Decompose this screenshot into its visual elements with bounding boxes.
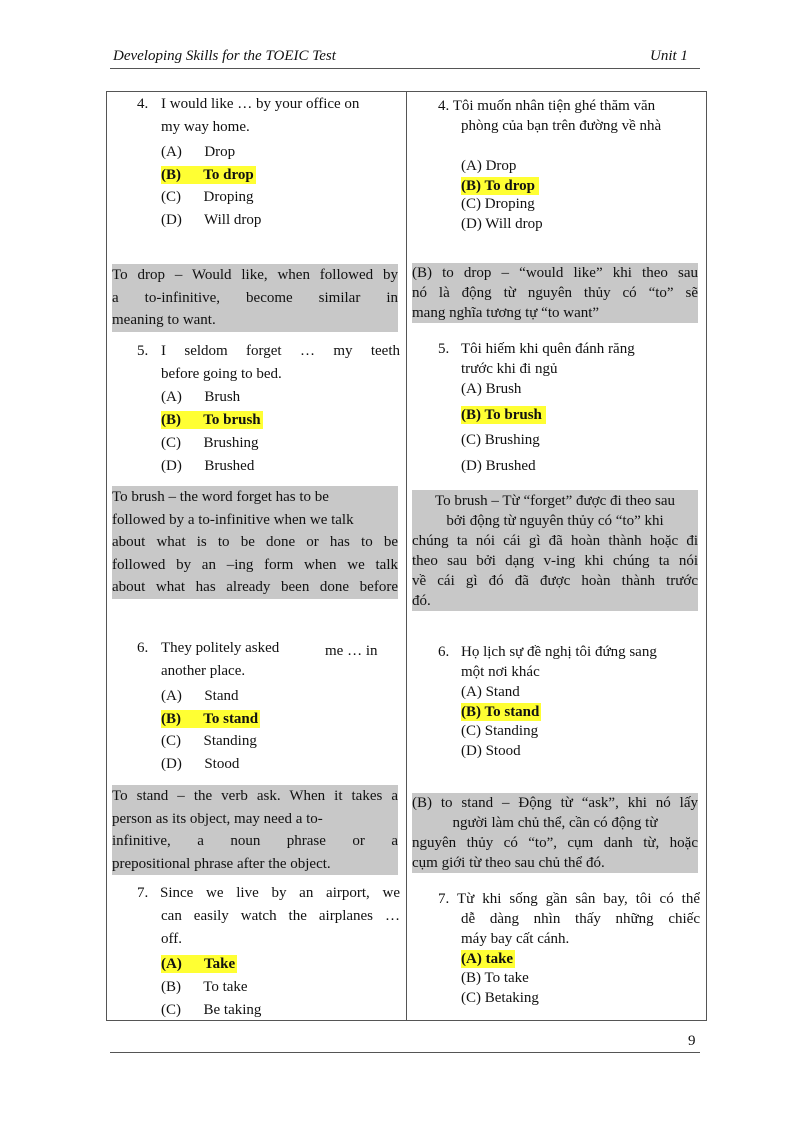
option-c: (C) Be taking [161, 1002, 262, 1018]
explanation-line: mang nghĩa tương tự “to want” [412, 305, 600, 321]
question-text-vi: Tôi hiếm khi quên đánh răng [461, 341, 635, 357]
explanation-box-vi [412, 793, 698, 873]
option-c: (C) Droping [161, 189, 254, 205]
question-text-vi: Họ lịch sự đề nghị tôi đứng sang [461, 644, 657, 660]
question-text: I seldom forget … my teeth [161, 343, 400, 359]
explanation-line: To drop – Would like, when followed by [112, 267, 398, 283]
question-text: my way home. [161, 119, 250, 135]
explanation-line: theo sau bởi dạng v-ing khi chúng ta nói [412, 553, 698, 569]
explanation-line: meaning to want. [112, 312, 216, 328]
question-text: can easily watch the airplanes … [161, 908, 400, 924]
explanation-line: về cái gì đó đã được hoàn thành trước [412, 573, 698, 589]
explanation-box-vi [412, 490, 698, 611]
running-header-title: Developing Skills for the TOEIC Test [113, 48, 336, 64]
explanation-box [112, 785, 398, 875]
question-number: 4. [137, 96, 149, 112]
explanation-line: about what has already been done before [112, 579, 398, 595]
explanation-line: To brush – the word forget has to be [112, 489, 329, 505]
option-a: (A) Brush [461, 381, 522, 397]
explanation-box [112, 486, 398, 599]
question-text-vi: 4. Tôi muốn nhân tiện ghé thăm văn [438, 98, 656, 114]
question-text: I would like … by your office on [161, 96, 360, 112]
option-d: (D) Will drop [461, 216, 543, 232]
option-b-answer: (B) To brush [461, 406, 546, 424]
option-a: (A) Stand [461, 684, 520, 700]
option-b-answer: (B) To drop [461, 177, 539, 195]
option-b-answer: (B) To stand [461, 704, 540, 720]
question-text-vi: một nơi khác [461, 664, 540, 680]
explanation-line: person as its object, may need a to- [112, 810, 323, 827]
option-a: (A) Drop [461, 158, 517, 174]
question-text: another place. [161, 663, 246, 679]
explanation-line: (B) to stand – Động từ “ask”, khi nó lấy [412, 795, 698, 811]
page-number: 9 [688, 1033, 696, 1049]
explanation-box-vi [412, 263, 698, 323]
header-rule [110, 68, 700, 69]
question-text: before going to bed. [161, 366, 282, 382]
explanation-line: followed by a to-infinitive when we talk [112, 511, 354, 528]
option-b-answer: (B) To stand [161, 711, 259, 727]
explanation-line: cụm giới từ theo sau chủ thể đó. [412, 855, 605, 871]
question-text-vi: dễ dàng nhìn thấy những chiếc [461, 911, 700, 927]
option-c: (C) Droping [461, 196, 535, 212]
explanation-line: To stand – the verb ask. When it takes a [112, 788, 398, 804]
explanation-line: a to-infinitive, become similar in [112, 289, 398, 306]
explanation-line: nguyên thủy có “to”, cụm danh từ, hoặc [412, 835, 698, 851]
question-text: Since we live by an airport, we [160, 885, 400, 901]
question-number: 6. [137, 640, 149, 656]
column-divider [406, 91, 407, 1021]
running-header-unit: Unit 1 [650, 48, 688, 64]
option-a-answer: (A) take [461, 951, 514, 967]
question-text-vi: phòng của bạn trên đường về nhà [461, 118, 662, 134]
option-c: (C) Brushing [461, 432, 540, 448]
footer-rule [110, 1052, 700, 1053]
explanation-line: nó là động từ nguyên thủy có “to” sẽ [412, 285, 698, 301]
explanation-line: đó. [412, 593, 431, 609]
option-c: (C) Betaking [461, 990, 539, 1006]
option-b: (B) To take [161, 979, 248, 995]
option-d: (D) Will drop [161, 212, 262, 228]
question-text-vi: trước khi đi ngủ [461, 361, 558, 377]
explanation-line: (B) to drop – “would like” khi theo sau [412, 265, 698, 281]
explanation-line: about what is to be done or has to be [112, 534, 398, 550]
option-b-answer: (B) To drop [161, 167, 254, 183]
option-a: (A) Brush [161, 389, 241, 405]
option-a: (A) Stand [161, 688, 239, 704]
explanation-box [112, 264, 398, 332]
explanation-line: chúng ta nói cái gì đã hoàn thành hoặc đi [412, 533, 698, 549]
option-c: (C) Standing [461, 723, 539, 739]
option-b-answer: (B) To brush [161, 412, 261, 428]
question-number: 5. [438, 341, 450, 357]
explanation-line: infinitive, a noun phrase or a [112, 833, 398, 849]
option-d: (D) Stood [161, 756, 240, 772]
question-text-vi: máy bay cất cánh. [461, 931, 570, 947]
option-a: (A) Drop [161, 144, 236, 160]
option-a-answer: (A) Take [161, 956, 236, 972]
question-number: 7. [137, 885, 149, 901]
option-d: (D) Brushed [461, 458, 536, 474]
question-text: off. [161, 931, 182, 947]
question-text: They politely asked [161, 640, 280, 656]
option-c: (C) Brushing [161, 435, 259, 451]
option-b: (B) To take [461, 970, 529, 986]
question-text-vi: 7. Từ khi sống gần sân bay, tôi có thể [438, 891, 700, 907]
option-c: (C) Standing [161, 733, 257, 749]
option-d: (D) Brushed [161, 458, 255, 474]
explanation-line: followed by an –ing form when we talk [112, 556, 398, 573]
question-number: 5. [137, 343, 149, 359]
explanation-line: người làm chủ thể, cần có động từ [452, 815, 658, 831]
option-d: (D) Stood [461, 743, 521, 759]
explanation-line: bởi động từ nguyên thủy có “to” khi [446, 513, 664, 529]
explanation-line: prepositional phrase after the object. [112, 855, 331, 872]
question-text: me … in [325, 643, 378, 659]
question-number: 6. [438, 644, 450, 660]
explanation-line: To brush – Từ “forget” được đi theo sau [434, 493, 676, 509]
